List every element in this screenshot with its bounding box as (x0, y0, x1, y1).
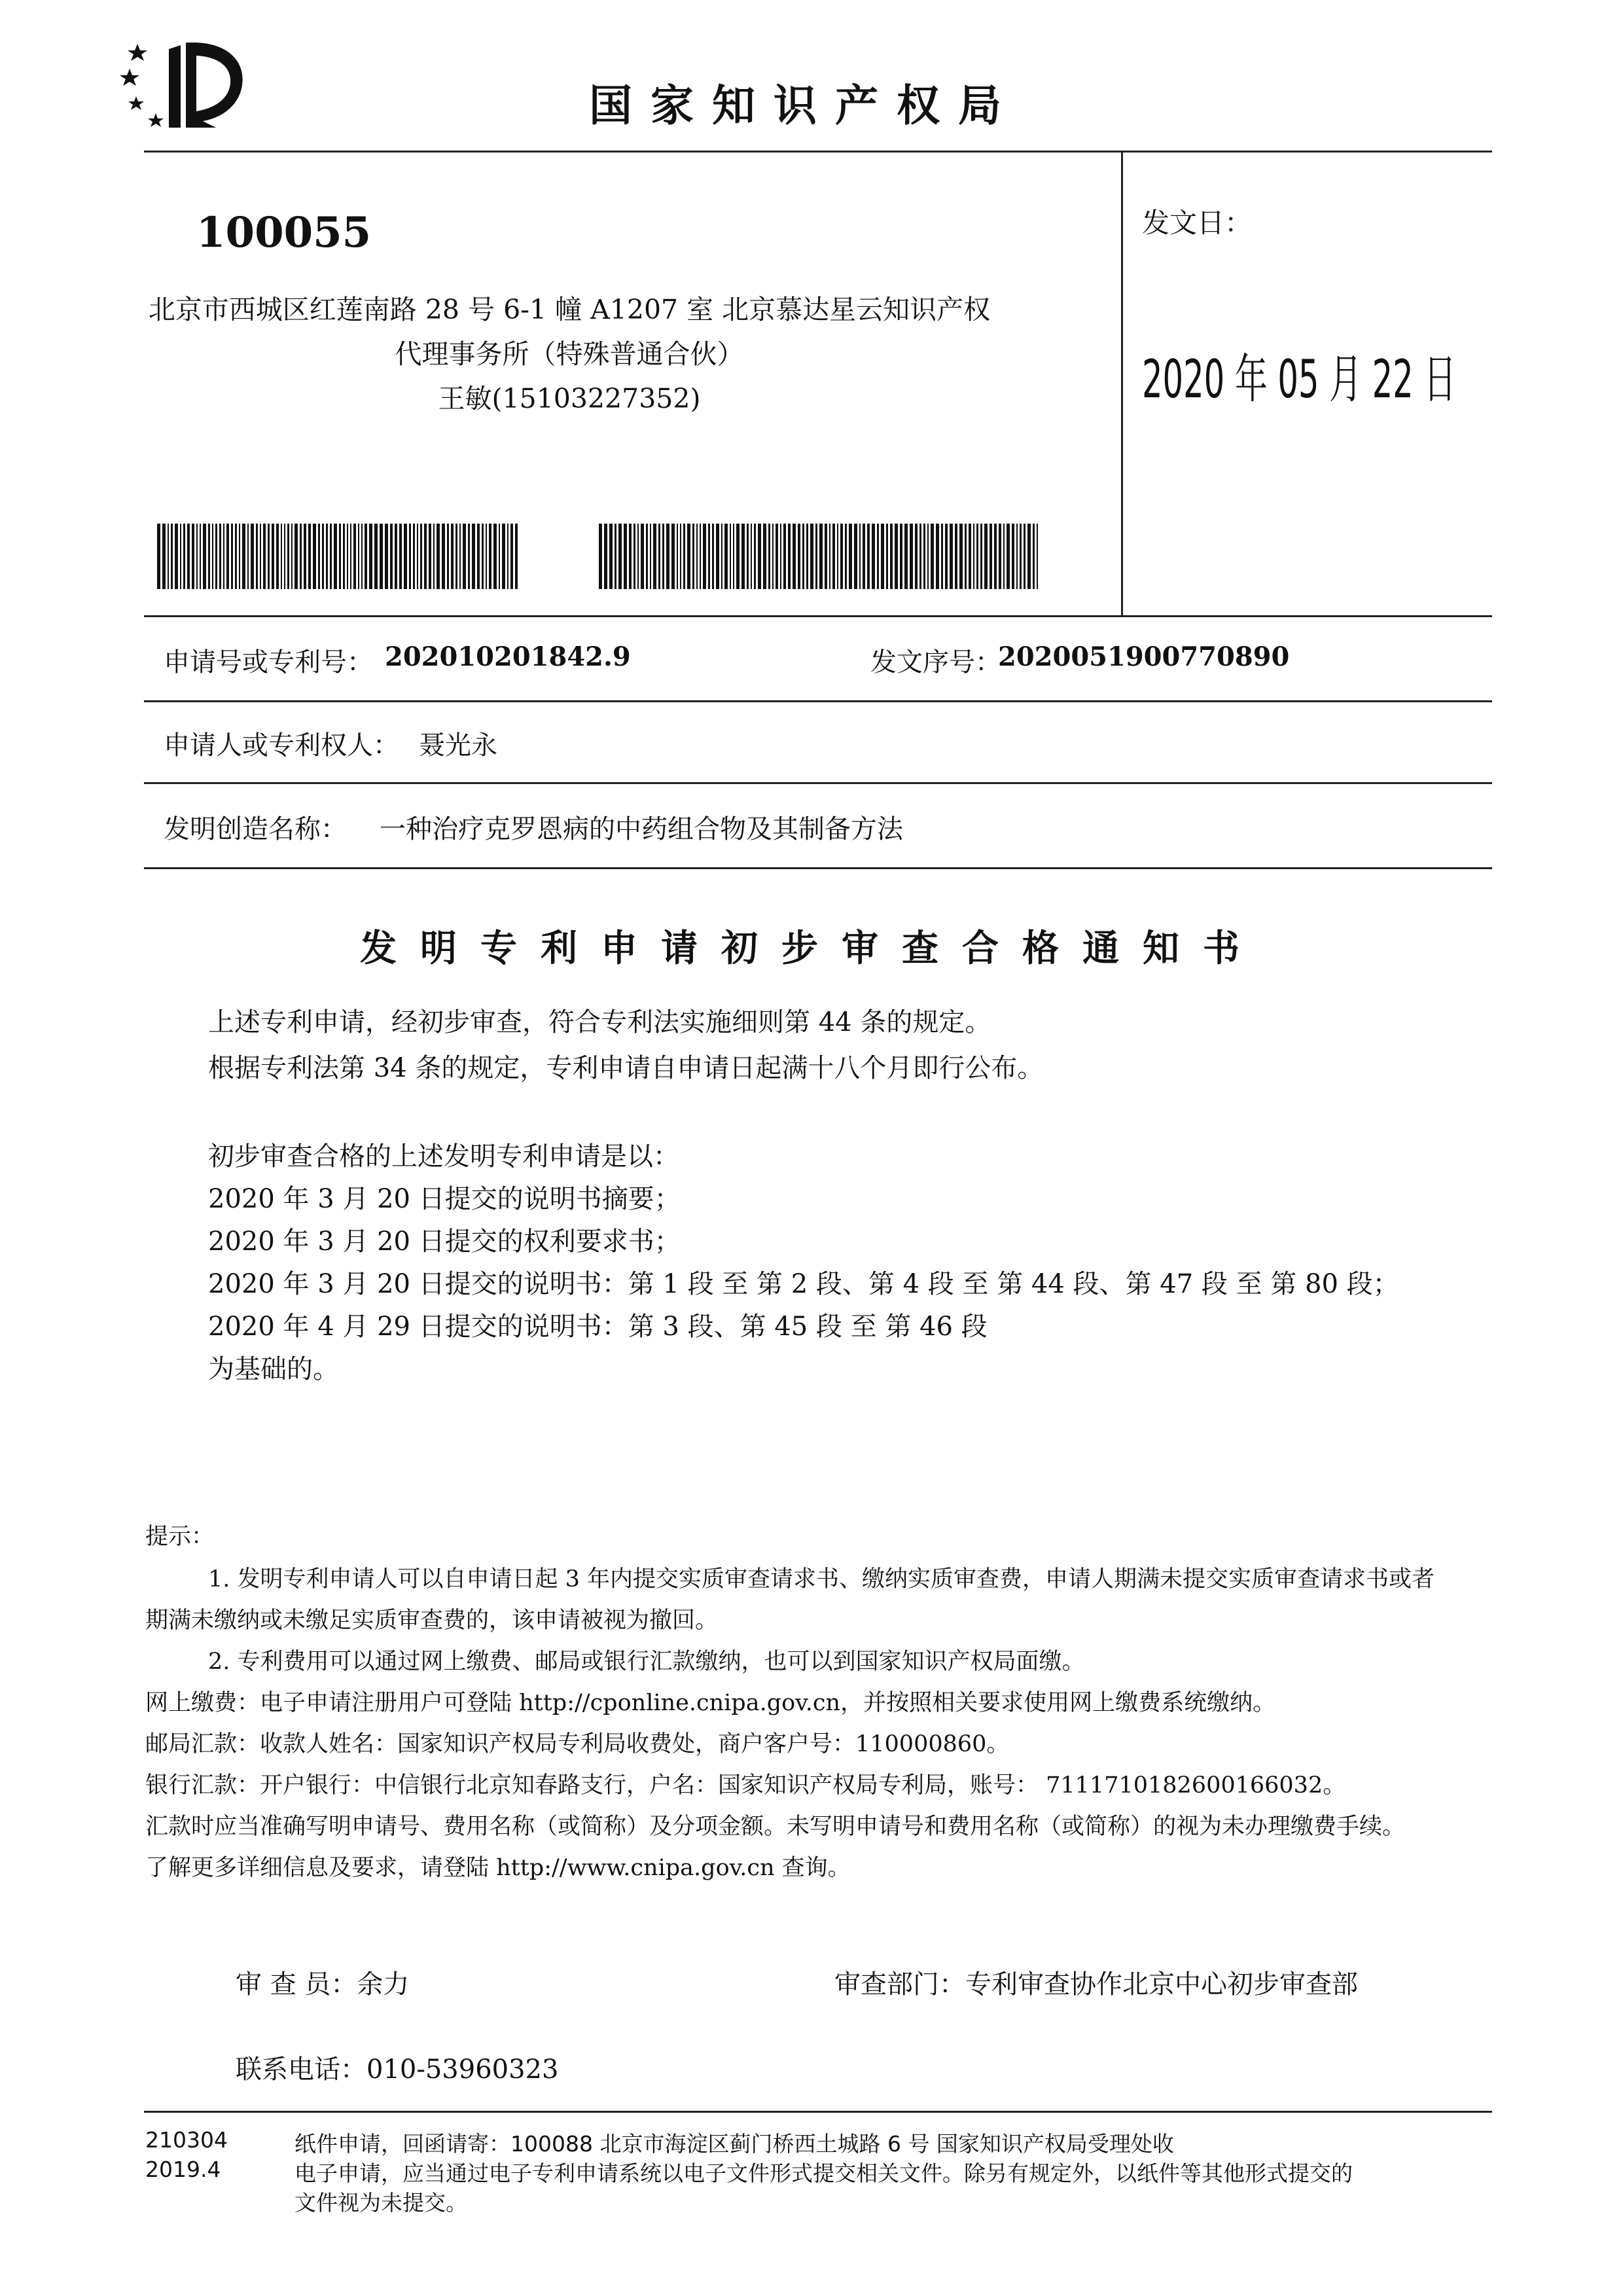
barcode-bar (703, 524, 706, 589)
barcode-bar (499, 524, 500, 589)
barcode-bar (927, 524, 929, 589)
invention-title: 一种治疗克罗恩病的中药组合物及其制备方法 (380, 814, 903, 844)
barcode-bar (433, 524, 435, 589)
barcode-bar (304, 524, 306, 589)
notice-title: 发明专利申请初步审查合格通知书 (360, 927, 1263, 970)
footer-line-2: 电子申请，应当通过电子专利申请系统以电子文件形式提交相关文件。除另有规定外，以纸件等其他形式提交的 (294, 2161, 1353, 2186)
barcode-bar (724, 524, 728, 589)
recipient-address-line2: 代理事务所（特殊普通合伙） (395, 338, 744, 370)
barcode-bar (1027, 524, 1031, 589)
notice-line-3: 初步审查合格的上述发明专利申请是以： (208, 1141, 679, 1172)
barcode-bar (721, 524, 722, 589)
barcode-bar (353, 524, 356, 589)
barcode-left (157, 524, 524, 589)
barcode-bar (231, 524, 233, 589)
barcode-bar (815, 524, 817, 589)
barcode-bar (845, 524, 847, 589)
barcode-bar (965, 524, 967, 589)
barcode-bar (904, 524, 908, 589)
notice-line-2: 根据专利法第 34 条的规定，专利申请自申请日起满十八个月即行公布。 (208, 1053, 1044, 1083)
barcode-bar (502, 524, 505, 589)
barcode-bar (641, 524, 644, 589)
barcode-bar (696, 524, 698, 589)
barcode-bar (459, 524, 461, 589)
barcode-bar (915, 524, 918, 589)
barcode-right (599, 524, 1044, 589)
barcode-bar (910, 524, 913, 589)
barcode-bar (276, 524, 279, 589)
barcode-bar (256, 524, 258, 589)
barcode-bar (716, 524, 719, 589)
barcode-bar (955, 524, 957, 589)
row-rule-1 (144, 700, 1492, 702)
notice-line-7: 2020 年 4 月 29 日提交的说明书：第 3 段、第 45 段 至 第 46 段 (208, 1312, 988, 1342)
barcode-bar (1033, 524, 1035, 589)
barcode-bar (251, 524, 254, 589)
barcode-bar (168, 524, 169, 589)
barcode-bar (339, 524, 341, 589)
barcode-bar (343, 524, 345, 589)
barcode-bar (451, 524, 454, 589)
barcode-bar (223, 524, 224, 589)
barcode-bar (806, 524, 808, 589)
barcode-bar (687, 524, 690, 589)
date-box-divider (1121, 151, 1123, 615)
barcode-bar (157, 524, 160, 589)
barcode-bar (849, 524, 852, 589)
barcode-bar (196, 524, 198, 589)
barcode-bar (417, 524, 418, 589)
barcode-bar (747, 524, 749, 589)
barcode-bar (840, 524, 843, 589)
barcode-bar (358, 524, 359, 589)
barcode-bar (829, 524, 830, 589)
barcode-bar (260, 524, 261, 589)
barcode-bar (646, 524, 648, 589)
barcode-bar (680, 524, 681, 589)
application-no: 202010201842.9 (385, 641, 631, 672)
barcode-bar (854, 524, 857, 589)
barcode-bar (477, 524, 480, 589)
barcode-bar (990, 524, 992, 589)
barcode-bar (239, 524, 240, 589)
barcode-bar (313, 524, 316, 589)
barcode-bar (618, 524, 622, 589)
barcode-bar (758, 524, 761, 589)
barcode-bar (1007, 524, 1010, 589)
barcode-bar (287, 524, 289, 589)
barcode-bar (404, 524, 407, 589)
barcode-bar (242, 524, 245, 589)
barcode-bar (200, 524, 201, 589)
barcode-bar (650, 524, 651, 589)
barcode-bar (859, 524, 861, 589)
barcode-bar (350, 524, 351, 589)
barcode-bar (776, 524, 778, 589)
barcode-bar (192, 524, 194, 589)
barcode-bar (326, 524, 328, 589)
tips-line-3: 2. 专利费用可以通过网上缴费、邮局或银行汇款缴纳，也可以到国家知识产权局面缴。 (208, 1649, 1085, 1675)
barcode-bar (219, 524, 221, 589)
barcode-bar (788, 524, 791, 589)
barcode-bar (754, 524, 756, 589)
barcode-bar (783, 524, 786, 589)
barcode-bar (413, 524, 415, 589)
tips-line-8: 了解更多详细信息及要求，请登陆 http://www.cnipa.gov.cn 查询。 (145, 1855, 851, 1881)
notice-line-8: 为基础的。 (208, 1354, 339, 1384)
barcode-bar (867, 524, 870, 589)
barcode-bar (629, 524, 632, 589)
footer-line-1: 纸件申请，回函请寄：100088 北京市海淀区蓟门桥西土城路 6 号 国家知识产权局受理处收 (294, 2131, 1174, 2157)
notice-line-6: 2020 年 3 月 20 日提交的说明书：第 1 段 至 第 2 段、第 4 段 至 第 44 段、第 47 段 至 第 80 段； (208, 1269, 1399, 1299)
barcode-bar (877, 524, 879, 589)
barcode-bar (950, 524, 953, 589)
barcode-bar (180, 524, 181, 589)
barcode-bar (936, 524, 939, 589)
footer-line-3: 文件视为未提交。 (294, 2190, 467, 2215)
form-code: 210304 (145, 2127, 228, 2153)
barcode-bar (226, 524, 229, 589)
barcode-bar (615, 524, 616, 589)
barcode-bar (347, 524, 348, 589)
barcode-bar (637, 524, 639, 589)
barcode-bar (941, 524, 943, 589)
barcode-bar (798, 524, 800, 589)
barcode-bar (1020, 524, 1022, 589)
barcode-bar (281, 524, 282, 589)
barcode-bar (872, 524, 875, 589)
barcode-bar (489, 524, 491, 589)
barcode-bar (334, 524, 337, 589)
barcode-bar (187, 524, 190, 589)
recipient-address-line1: 北京市西城区红莲南路 28 号 6-1 幢 A1207 室 北京慕达星云知识产权 (148, 294, 991, 325)
tips-heading: 提示： (145, 1524, 215, 1550)
application-no-label: 申请号或专利号： (164, 647, 373, 677)
barcode-bar (671, 524, 675, 589)
barcode-bar (1012, 524, 1014, 589)
barcode-bar (802, 524, 804, 589)
barcode-bar (890, 524, 893, 589)
invention-label: 发明创造名称： (164, 814, 347, 844)
barcode-bar (268, 524, 270, 589)
send-date-stamp: 2020 年 05 月 22 日 (1142, 349, 1457, 410)
barcode-bar (994, 524, 997, 589)
barcode-bar (272, 524, 274, 589)
barcode-bar (385, 524, 388, 589)
contact-phone: 联系电话：010-53960323 (236, 2054, 559, 2085)
recipient-contact: 王敏(15103227352) (438, 383, 701, 414)
barcode-bar (900, 524, 902, 589)
barcode-bar (976, 524, 978, 589)
applicant-label: 申请人或专利权人： (164, 730, 399, 761)
examination-department: 审查部门：专利审查协作北京中心初步审查部 (834, 1969, 1358, 2000)
barcode-bar (300, 524, 302, 589)
barcode-bar (768, 524, 770, 589)
footer-rule (144, 2111, 1492, 2113)
barcode-bar (171, 524, 173, 589)
barcode-bar (810, 524, 813, 589)
postcode: 100055 (196, 208, 372, 257)
row-rule-2 (144, 782, 1492, 784)
barcode-bar (175, 524, 178, 589)
barcode-bar (468, 524, 470, 589)
barcode-bar (662, 524, 664, 589)
barcode-bar (1003, 524, 1005, 589)
barcode-bar (486, 524, 487, 589)
barcode-bar (736, 524, 740, 589)
barcode-bar (420, 524, 422, 589)
barcode-bar (308, 524, 311, 589)
barcode-bar (208, 524, 210, 589)
barcode-bar (923, 524, 925, 589)
header-top-rule (144, 151, 1492, 152)
notice-line-5: 2020 年 3 月 20 日提交的权利要求书； (208, 1227, 681, 1257)
barcode-bar (409, 524, 411, 589)
barcode-bar (886, 524, 888, 589)
form-version: 2019.4 (145, 2157, 221, 2182)
row-rule-3 (144, 867, 1492, 869)
barcode-bar (825, 524, 827, 589)
barcode-bar (733, 524, 734, 589)
serial-no: 2020051900770890 (998, 641, 1290, 672)
barcode-bar (399, 524, 402, 589)
tips-line-1: 1. 发明专利申请人可以自申请日起 3 年内提交实质审查请求书、缴纳实质审查费，申请人期满未提交实质审查请求书或者 (208, 1566, 1435, 1592)
barcode-bar (730, 524, 731, 589)
notice-line-1: 上述专利申请，经初步审查，符合专利法实施细则第 44 条的规定。 (208, 1007, 991, 1037)
barcode-bar (780, 524, 781, 589)
fields-top-rule (144, 615, 1492, 617)
barcode-bar (442, 524, 445, 589)
barcode-bar (361, 524, 363, 589)
barcode-bar (895, 524, 898, 589)
notice-line-4: 2020 年 3 月 20 日提交的说明书摘要； (208, 1184, 681, 1214)
barcode-bar (455, 524, 457, 589)
barcode-bar (999, 524, 1001, 589)
barcode-bar (294, 524, 298, 589)
barcode-bar (472, 524, 475, 589)
barcode-bar (493, 524, 497, 589)
barcode-bar (1024, 524, 1026, 589)
barcode-bar (945, 524, 948, 589)
tips-line-2: 期满未缴纳或未缴足实质审查费的，该申请被视为撤回。 (145, 1607, 719, 1634)
barcode-bar (658, 524, 660, 589)
barcode-bar (604, 524, 607, 589)
barcode-bar (284, 524, 285, 589)
tips-line-6: 银行汇款：开户银行：中信银行北京知春路支行，户名：国家知识产权局专利局，账号： 7111710182600166032。 (145, 1772, 1346, 1799)
barcode-bar (463, 524, 466, 589)
barcode-bar (973, 524, 974, 589)
barcode-bar (741, 524, 745, 589)
barcode-bar (931, 524, 934, 589)
barcode-bar (692, 524, 694, 589)
barcode-bar (969, 524, 971, 589)
barcode-bar (708, 524, 710, 589)
barcode-bar (832, 524, 835, 589)
barcode-bar (515, 524, 518, 589)
barcode-bar (700, 524, 701, 589)
applicant: 聂光永 (419, 730, 497, 761)
barcode-bar (984, 524, 988, 589)
barcode-bar (215, 524, 217, 589)
barcode-bar (330, 524, 332, 589)
barcode-bar (510, 524, 513, 589)
barcode-bar (437, 524, 440, 589)
barcode-bar (863, 524, 865, 589)
barcode-bar (751, 524, 752, 589)
tips-line-5: 邮局汇款：收款人姓名：国家知识产权局专利局收费处，商户客户号：110000860。 (145, 1731, 1010, 1757)
barcode-bar (1037, 524, 1038, 589)
barcode-bar (772, 524, 774, 589)
barcode-bar (429, 524, 431, 589)
barcode-bar (482, 524, 484, 589)
send-date-label: 发文日： (1142, 207, 1253, 239)
barcode-bar (380, 524, 383, 589)
barcode-bar (793, 524, 796, 589)
barcode-bar (819, 524, 823, 589)
tips-line-7: 汇款时应当准确写明申请号、费用名称（或简称）及分项金额。未写明申请号和费用名称（或简称）的视为未办理缴费手续。 (145, 1814, 1406, 1840)
cnipa-logo-icon (118, 36, 249, 134)
serial-no-label: 发文序号： (870, 647, 1001, 677)
barcode-bar (624, 524, 627, 589)
barcode-bar (881, 524, 884, 589)
barcode-bar (653, 524, 656, 589)
barcode-bar (247, 524, 249, 589)
barcode-bar (712, 524, 714, 589)
barcode-bar (677, 524, 678, 589)
barcode-bar (183, 524, 185, 589)
barcode-bar (609, 524, 613, 589)
barcode-bar (212, 524, 213, 589)
barcode-bar (374, 524, 378, 589)
barcode-bar (980, 524, 982, 589)
barcode-bar (235, 524, 237, 589)
barcode-bar (203, 524, 206, 589)
barcode-bar (666, 524, 669, 589)
barcode-bar (322, 524, 324, 589)
barcode-bar (763, 524, 766, 589)
barcode-bar (633, 524, 635, 589)
barcode-bar (365, 524, 367, 589)
barcode-bar (447, 524, 449, 589)
barcode-bar (263, 524, 266, 589)
barcode-bar (683, 524, 685, 589)
examiner: 审 查 员：余力 (236, 1969, 410, 2000)
barcode-bar (395, 524, 397, 589)
barcode-bar (959, 524, 963, 589)
barcode-bar (837, 524, 838, 589)
barcode-bar (390, 524, 393, 589)
org-name: 国家知识产权局 (589, 81, 1020, 131)
barcode-bar (599, 524, 602, 589)
barcode-bar (1016, 524, 1018, 589)
barcode-bar (318, 524, 320, 589)
barcode-bar (162, 524, 166, 589)
barcode-bar (919, 524, 921, 589)
barcode-bar (424, 524, 427, 589)
barcode-bar (291, 524, 293, 589)
barcode-bar (507, 524, 508, 589)
barcode-bar (369, 524, 372, 589)
tips-line-4: 网上缴费：电子申请注册用户可登陆 http://cponline.cnipa.gov.cn，并按照相关要求使用网上缴费系统缴纳。 (145, 1690, 1276, 1716)
